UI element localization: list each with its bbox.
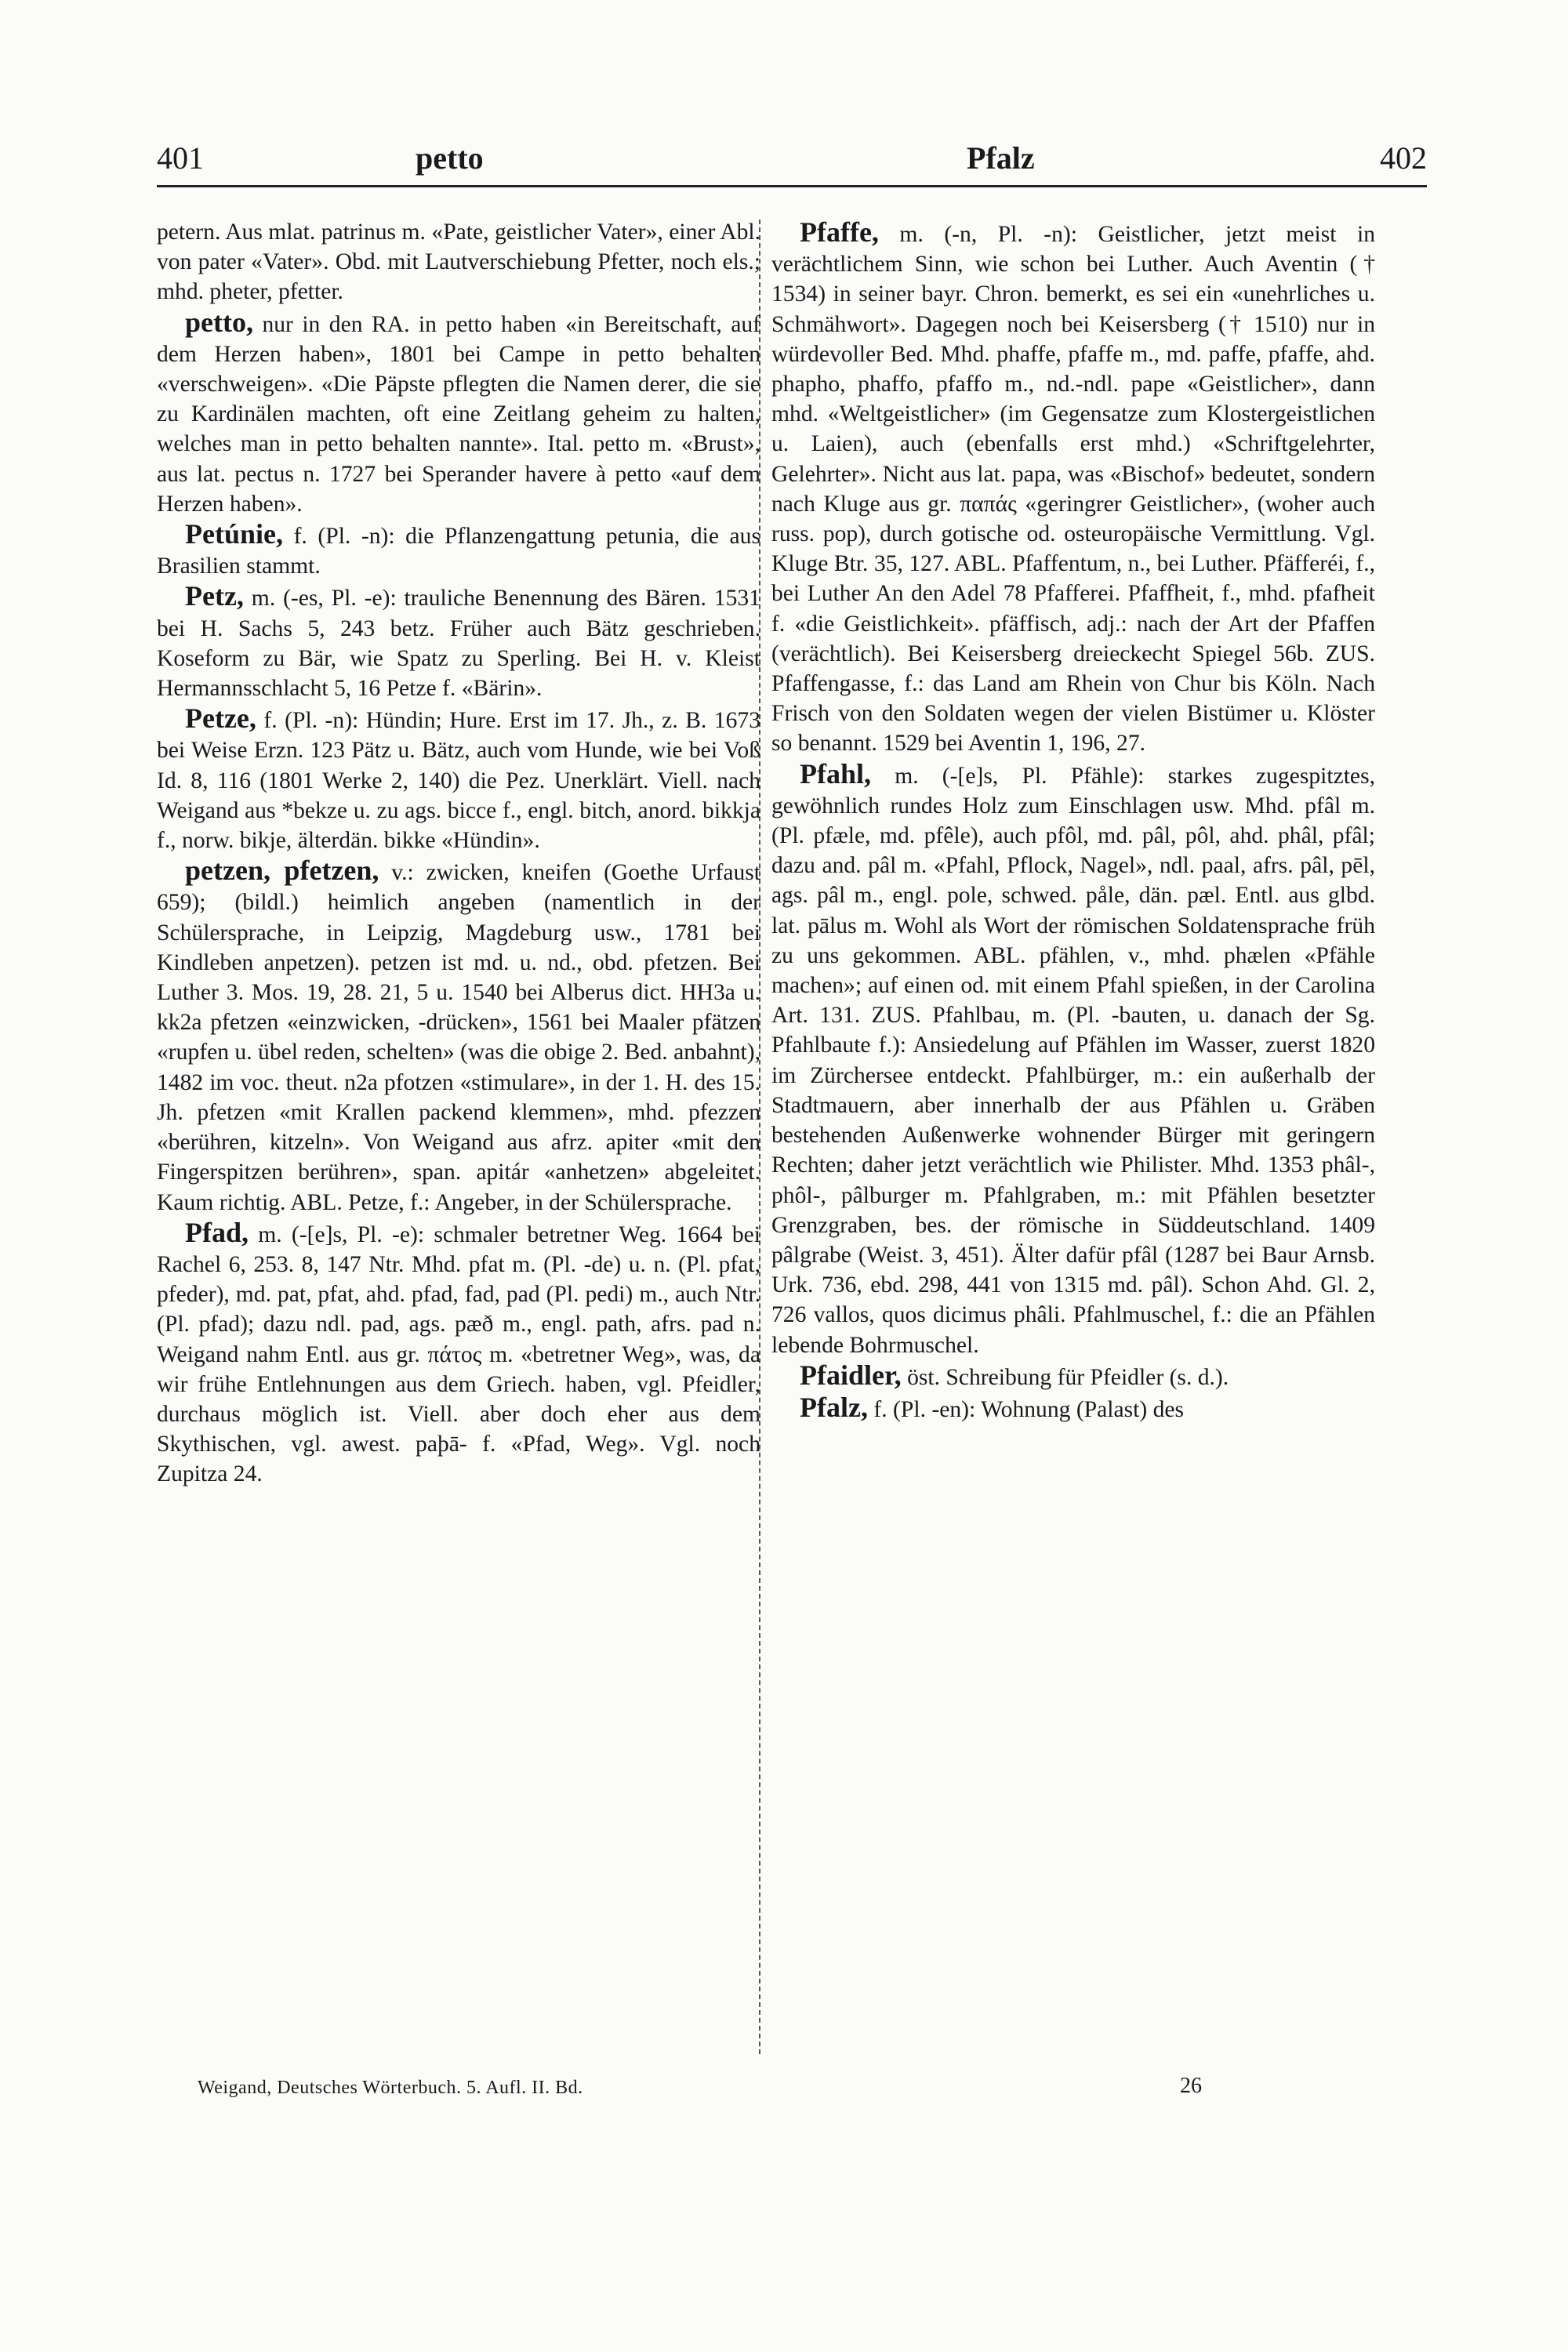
headword: Pfalz, (800, 1391, 868, 1423)
left-column (157, 217, 760, 1490)
dictionary-entry: Pfaidler, öst. Schreibung für Pfeidler (s. d.). (800, 1359, 1229, 1391)
dictionary-entry: petzen, pfetzen, v.: zwicken, kneifen (Goethe Urfaust 659); (bildl.) heimlich angeben (namentlich in der Schülersprache, in Leipzig, Magdeburg usw., 1781 bei Kindleben anpetzen). petzen ist md. u. nd., obd. pfetzen. Bei Luther 3. Mos. 19, 28. 21, 5 u. 1540 bei Alberus dict. HH3a u. kk2a pfetzen «einzwicken, -drücken», 1561 bei Maaler pfätzen «rupfen u. übel reden, schelten» (was die obige 2. Bed. anbahnt), 1482 im voc. theut. n2a pfotzen «stimulare», in der 1. H. des 15. Jh. pfetzen «mit Krallen packend klemmen», mhd. pfezzen «berühren, kitzeln». Von Weigand aus afrz. apiter «mit den Fingerspitzen berühren», span. apitár «anhetzen» abgeleitet. Kaum richtig. ABL. Petze, f.: Angeber, in der Schülersprache. (157, 855, 761, 1215)
headword: Pfahl, (800, 757, 872, 789)
dictionary-entry: Petze, f. (Pl. -n): Hündin; Hure. Erst im 17. Jh., z. B. 1673 bei Weise Erzn. 123 Pätz u. Bätz, auch vom Hunde, wie bei Voß Id. 8, 116 (1801 Werke 2, 140) die Pez. Unerklärt. Viell. nach Weigand aus *bekze u. zu ags. bicce f., engl. bitch, anord. bikkja f., norw. bikje, älterdän. bikke «Hündin». (157, 702, 760, 854)
headword: Pfad, (185, 1216, 249, 1248)
footer-source: Weigand, Deutsches Wörterbuch. 5. Aufl. II. Bd. (198, 2078, 583, 2098)
signature-number: 26 (1180, 2074, 1202, 2098)
catchword-left: petto (416, 140, 484, 176)
headword: Petz, (185, 580, 244, 612)
dictionary-entry: Pfaffe, m. (-n, Pl. -n): Geistlicher, jetzt meist in verächtlichem Sinn, wie schon bei Luther. Auch Aventin († 1534) in seiner bayr. Chron. bemerkt, es sei ein «unehrliches u. Schmähwort». Dagegen noch bei Keisersberg († 1510) nur in würdevoller Bed. Mhd. phaffe, pfaffe m., md. paffe, pfaffe, ahd. phapho, phaffo, pfaffo m., nd.-ndl. pape «Geistlicher», dann mhd. «Weltgeistlicher» (im Gegensatze zum Klostergeistlichen u. Laien), auch (ebenfalls erst mhd.) «Schriftgelehrter, Gelehrter». Nicht aus lat. papa, was «Bischof» bedeutet, sondern nach Kluge aus gr. παπάς «geringrer Geistlicher», (woher auch russ. pop), durch gotische od. osteuropäische Vermittlung. Vgl. Kluge Btr. 35, 127. ABL. Pfaffentum, n., bei Luther. Pfäfferéi, f., bei Luther An den Adel 78 Pfafferei. Pfaffheit, f., mhd. pfafheit f. «die Geistlichkeit». pfäffisch, adj.: nach der Art der Pfaffen (verächtlich). Bei Keisersberg dreieckecht Spiegel 56b. ZUS. Pfaffengasse, f.: das Land am Rhein von Chur bis Köln. Nach Frisch von den Soldaten wegen der vielen Bistümer u. Klöster so benannt. 1529 bei Aventin 1, 196, 27. (771, 216, 1375, 757)
headword: Pfaidler, (800, 1359, 902, 1391)
dictionary-entry: petern. Aus mlat. patrinus m. «Pate, geistlicher Vater», einer Abl. von pater «Vater». Obd. mit Lautverschiebung Pfetter, noch els.; mhd. pheter, pfetter. (157, 220, 760, 305)
catchword-right: Pfalz (967, 140, 1035, 176)
headword: petto, (185, 306, 253, 338)
header-rule (157, 185, 1427, 187)
headword: petzen, pfetzen, (185, 855, 379, 887)
headword: Petúnie, (185, 518, 283, 550)
dictionary-entry: Pfalz, f. (Pl. -en): Wohnung (Palast) des (800, 1391, 1185, 1423)
headword: Petze, (185, 702, 256, 735)
headword: Pfaffe, (800, 216, 879, 248)
dictionary-entry: Petz, m. (-es, Pl. -e): trauliche Benennung des Bären. 1531 bei H. Sachs 5, 243 betz. Früher auch Bätz geschrieben. Koseform zu Bär, wie Spatz zu Sperling. Bei H. v. Kleist Hermannsschlacht 5, 16 Petze f. «Bärin». (157, 580, 760, 702)
right-column (771, 217, 1375, 1425)
page-number-right: 402 (1380, 140, 1427, 176)
dictionary-entry: Pfad, m. (-[e]s, Pl. -e): schmaler betretner Weg. 1664 bei Rachel 6, 253. 8, 147 Ntr. Mhd. pfat m. (Pl. -de) u. n. (Pl. pfat, pfeder), md. pat, pfat, ahd. pfad, fad, pad (Pl. pedi) m., auch Ntr. (Pl. pfad); dazu ndl. pad, ags. pæð m., engl. path, afrs. pad n. Weigand nahm Entl. aus gr. πάτος m. «betretner Weg», was, da wir frühe Entlehnungen aus dem Griech. haben, vgl. Pfeidler, durchaus möglich ist. Viell. aber doch eher aus dem Skythischen, vgl. awest. paþā- f. «Pfad, Weg». Vgl. noch Zupitza 24. (157, 1216, 761, 1487)
dictionary-entry: petto, nur in den RA. in petto haben «in Bereitschaft, auf dem Herzen haben», 1801 bei Campe in petto behalten «verschweigen». «Die Päpste pflegten die Namen derer, die sie zu Kardinälen machten, oft eine Zeitlang geheim zu halten, welches man in petto behalten nannte». Ital. petto m. «Brust», aus lat. pectus n. 1727 bei Sperander havere à petto «auf dem Herzen haben». (157, 306, 760, 517)
page-number-left: 401 (157, 140, 204, 176)
dictionary-entry: Petúnie, f. (Pl. -n): die Pflanzengattung petunia, die aus Brasilien stammt. (157, 518, 760, 579)
dictionary-entry: Pfahl, m. (-[e]s, Pl. Pfähle): starkes zugespitztes, gewöhnlich rundes Holz zum Einschlagen usw. Mhd. pfâl m. (Pl. pfæle, md. pfêle), auch pfôl, md. pâl, pôl, ahd. phâl, pfâl; dazu and. pâl m. «Pfahl, Pflock, Nagel», ndl. paal, afrs. pâl, pēl, ags. pâl m., engl. pole, schwed. påle, dän. pæl. Entl. aus glbd. lat. pālus m. Wohl als Wort der römischen Soldatensprache früh zu uns gekommen. ABL. pfählen, v., mhd. phælen «Pfähle machen»; auf einen od. mit einem Pfahl spießen, in der Carolina Art. 131. ZUS. Pfahlbau, m. (Pl. -bauten, u. danach der Sg. Pfahlbaute f.): Ansiedelung auf Pfählen im Wasser, zuerst 1820 im Zürchersee entdeckt. Pfahlbürger, m.: ein außerhalb der Stadtmauern, aber innerhalb der aus Pfählen u. Gräben bestehenden Außenwerke wohnender Bürger mit geringern Rechten; daher jetzt verächtlich wie Philister. Mhd. 1353 phâl-, phôl-, pâlburger m. Pfahlgraben, m.: mit Pfählen besetzter Grenzgraben, bes. der römische in Süddeutschland. 1409 pâlgrabe (Weist. 3, 451). Älter dafür pfâl (1287 bei Baur Arnsb. Urk. 736, ebd. 298, 441 von 1315 md. pâl). Schon Ahd. Gl. 2, 726 vallos, quos dicimus phâli. Pfahlmuschel, f.: die an Pfählen lebende Bohrmuschel. (771, 757, 1375, 1358)
